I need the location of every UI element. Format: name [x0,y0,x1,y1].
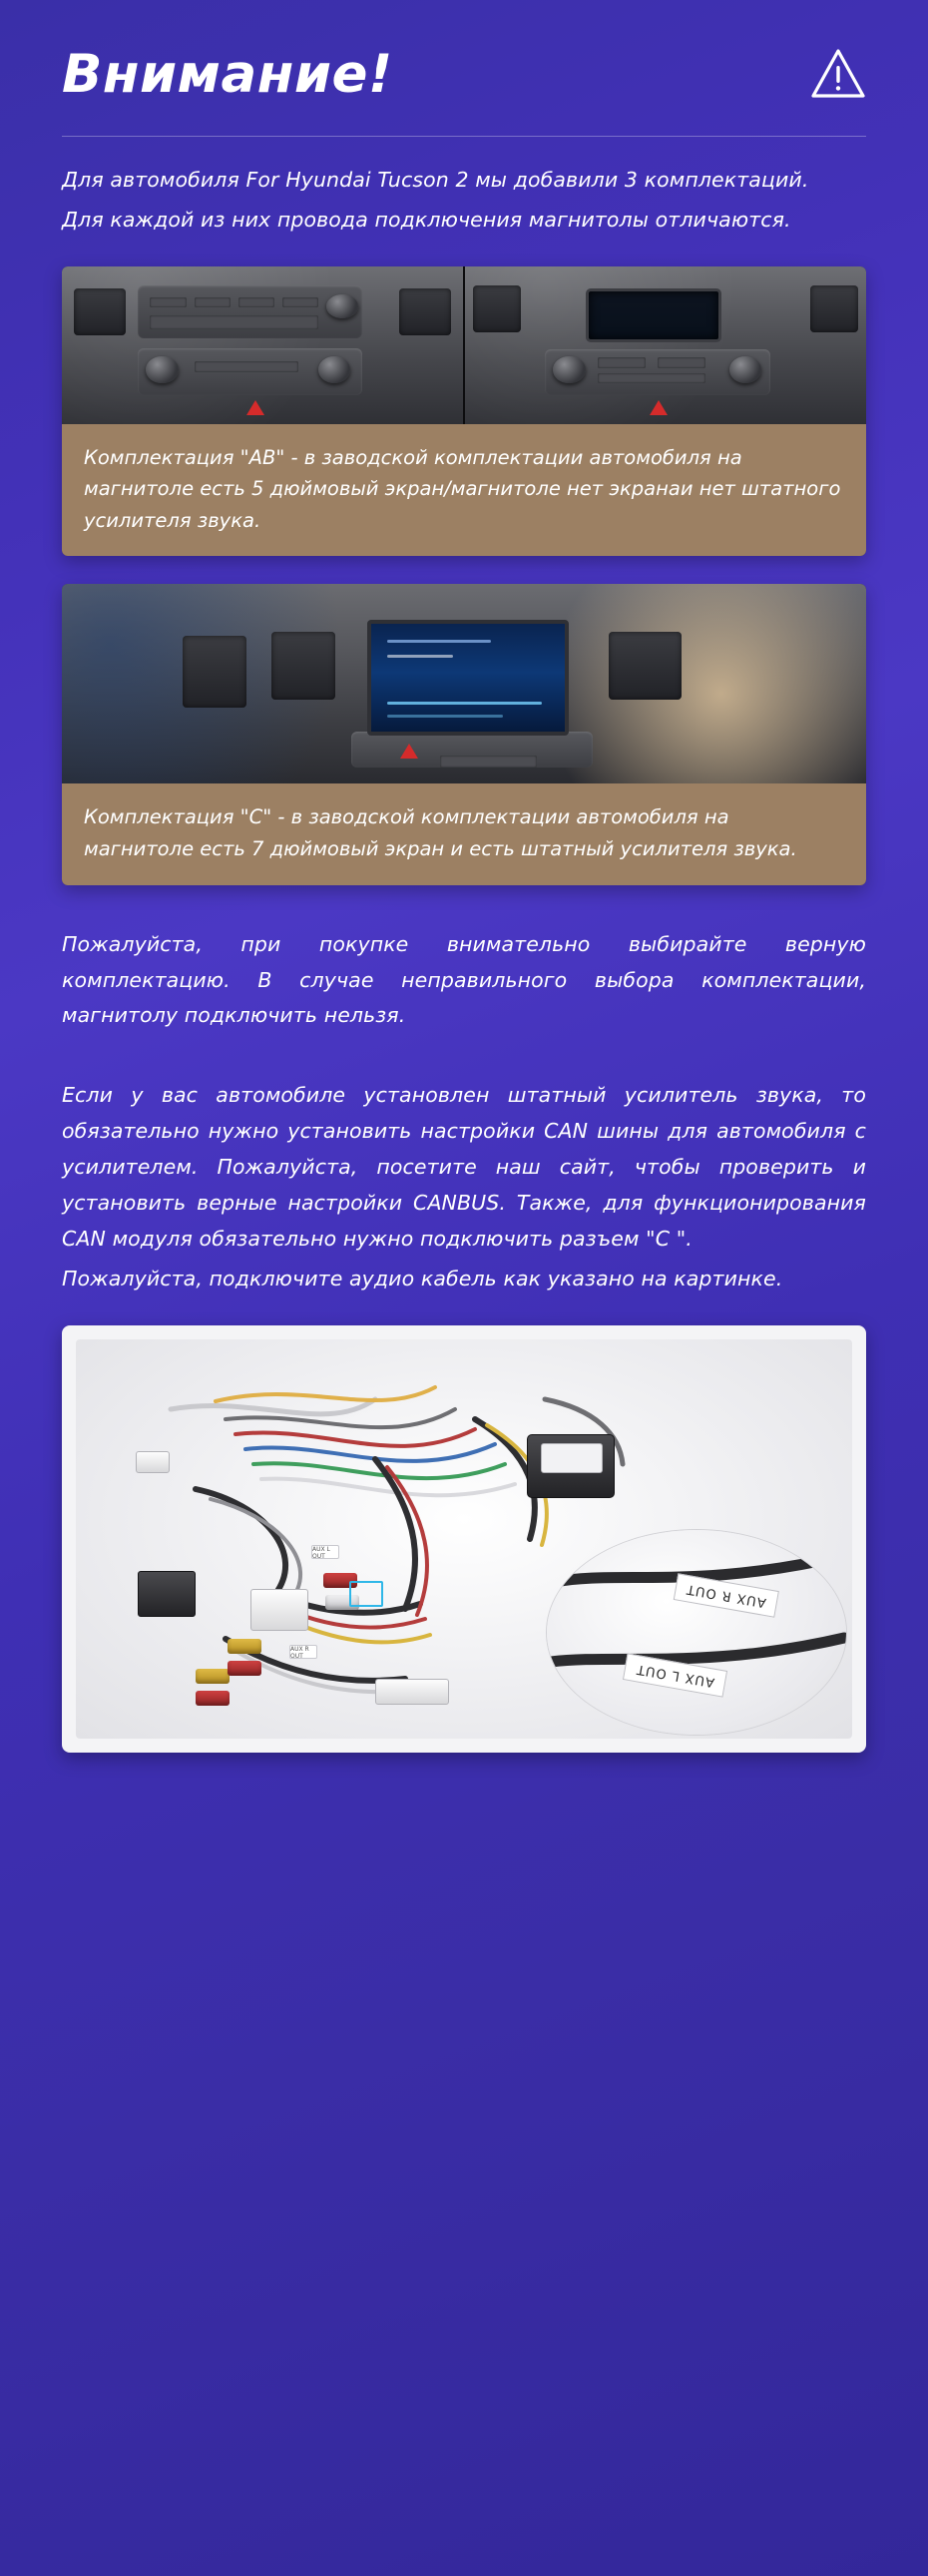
notice-paragraph: Пожалуйста, при покупке внимательно выбирайте верную комплектацию. В случае неправильного выбора комплектации, магнитолу подключить нельзя. [62,931,866,1028]
connector-black-module [138,1571,196,1617]
warning-triangle-icon [810,46,866,102]
trim-ab-photos [62,266,866,424]
rca-red-2 [228,1661,261,1676]
photo-interior-7inch [62,584,866,783]
wiring-harness-photo [76,1339,852,1739]
photo-dashboard-5inch [463,266,866,424]
connector-white-small [136,1451,170,1473]
rca-red-1 [196,1691,230,1706]
cable-tag-2: AUX R OUT [289,1645,317,1659]
aux-r-out-label: AUX R OUT [673,1573,778,1618]
header-divider [62,136,866,137]
canbus-module-label [541,1443,603,1473]
intro-block [62,163,866,239]
aux-zoom-bubble [547,1530,846,1735]
connector-white-wide [375,1679,449,1705]
aux-highlight-box [349,1581,383,1607]
amplifier-highlight: Пожалуйста, подключите аудио кабель как указано на картинке. [62,1266,783,1290]
wiring-harness-card [62,1325,866,1753]
aux-l-out-label: AUX L OUT [623,1653,727,1697]
page-header [62,43,866,130]
head-unit-screen [367,620,569,736]
photo-dashboard-no-screen [62,266,463,424]
trim-card-c [62,584,866,884]
intro-line-2: Для каждой из них провода подключения магнитолы отличаются. [62,207,791,232]
intro-line-1: Для автомобиля For Hyundai Tucson 2 мы добавили 3 комплектаций. [62,168,809,192]
cable-tag-1: AUX L OUT [311,1545,339,1559]
rca-yellow-1 [196,1669,230,1684]
trim-c-caption: Комплектация "C" - в заводской комплектации автомобиля на магнитоле есть 7 дюймовый экран и есть штатный усилителя звука. [62,783,866,884]
trim-c-photos [62,584,866,783]
rca-yellow-2 [228,1639,261,1654]
trim-ab-caption: Комплектация "AB" - в заводской комплектации автомобиля на магнитоле есть 5 дюймовый экран/магнитоле нет экранаи нет штатного усилителя звука. [62,424,866,557]
connector-white-iso [250,1589,308,1631]
trim-card-ab [62,266,866,557]
amplifier-paragraph: Если у вас автомобиле установлен штатный усилитель звука, то обязательно нужно установить настройки CAN шины для автомобиля с усилителем. Пожалуйста, посетите наш сайт, чтобы проверить и установить верные настройки CANBUS. Также, для функционирования CAN модуля обязательно нужно подключить разъем "C ". [62,1083,866,1251]
page-title: Внимание! [62,43,393,105]
